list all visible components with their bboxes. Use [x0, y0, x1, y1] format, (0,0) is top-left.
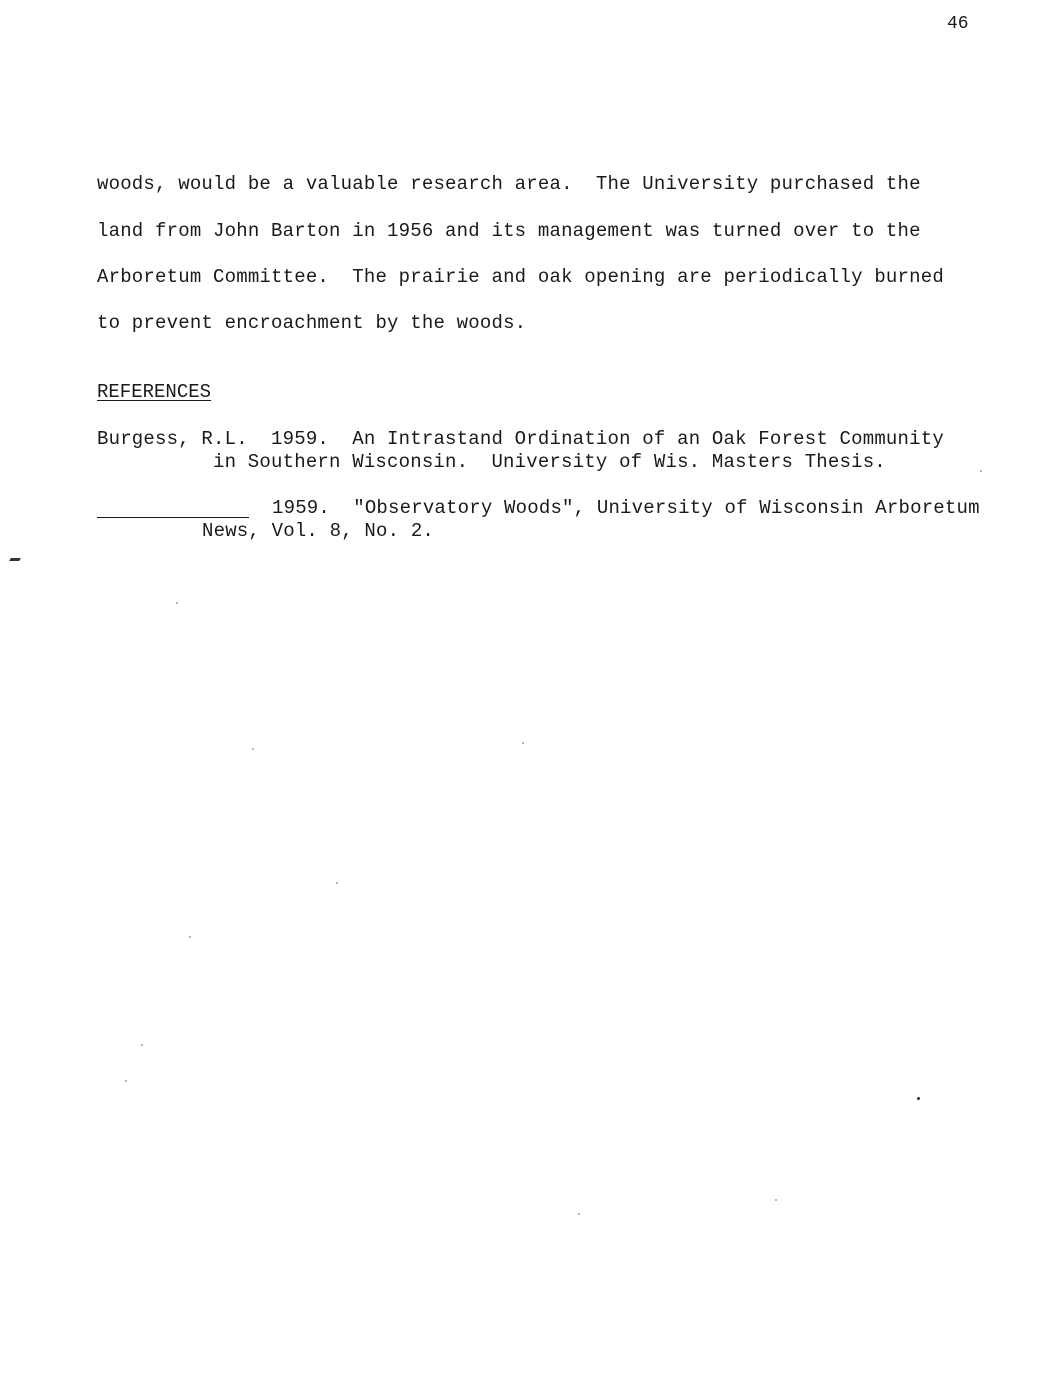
paper-speck — [141, 1044, 143, 1046]
paper-speck — [775, 1199, 777, 1201]
body-line: to prevent encroachment by the woods. — [97, 312, 527, 334]
reference-line: 1959. "Observatory Woods", University of Wisconsin Arboretum — [272, 497, 980, 519]
paper-speck — [189, 936, 191, 938]
paper-speck — [980, 470, 982, 472]
paper-speck — [252, 748, 254, 750]
body-line: woods, would be a valuable research area. The University purchased the — [97, 173, 921, 195]
paper-speck — [336, 882, 338, 884]
references-heading: REFERENCES — [97, 381, 212, 403]
body-line: land from John Barton in 1956 and its management was turned over to the — [97, 220, 921, 242]
paper-speck — [176, 602, 178, 604]
paper-speck — [578, 1213, 580, 1215]
reference-line: in Southern Wisconsin. University of Wis. Masters Thesis. — [213, 451, 886, 473]
body-line: Arboretum Committee. The prairie and oak opening are periodically burned — [97, 266, 944, 288]
reference-line: Burgess, R.L. 1959. An Intrastand Ordination of an Oak Forest Community — [97, 428, 944, 450]
reference-line: News, Vol. 8, No. 2. — [202, 520, 435, 542]
page-number: 46 — [947, 14, 969, 34]
paper-speck — [917, 1097, 920, 1100]
author-repeat-rule — [97, 517, 249, 518]
paper-speck — [125, 1080, 127, 1082]
paper-speck — [522, 742, 524, 744]
margin-mark — [9, 558, 21, 561]
